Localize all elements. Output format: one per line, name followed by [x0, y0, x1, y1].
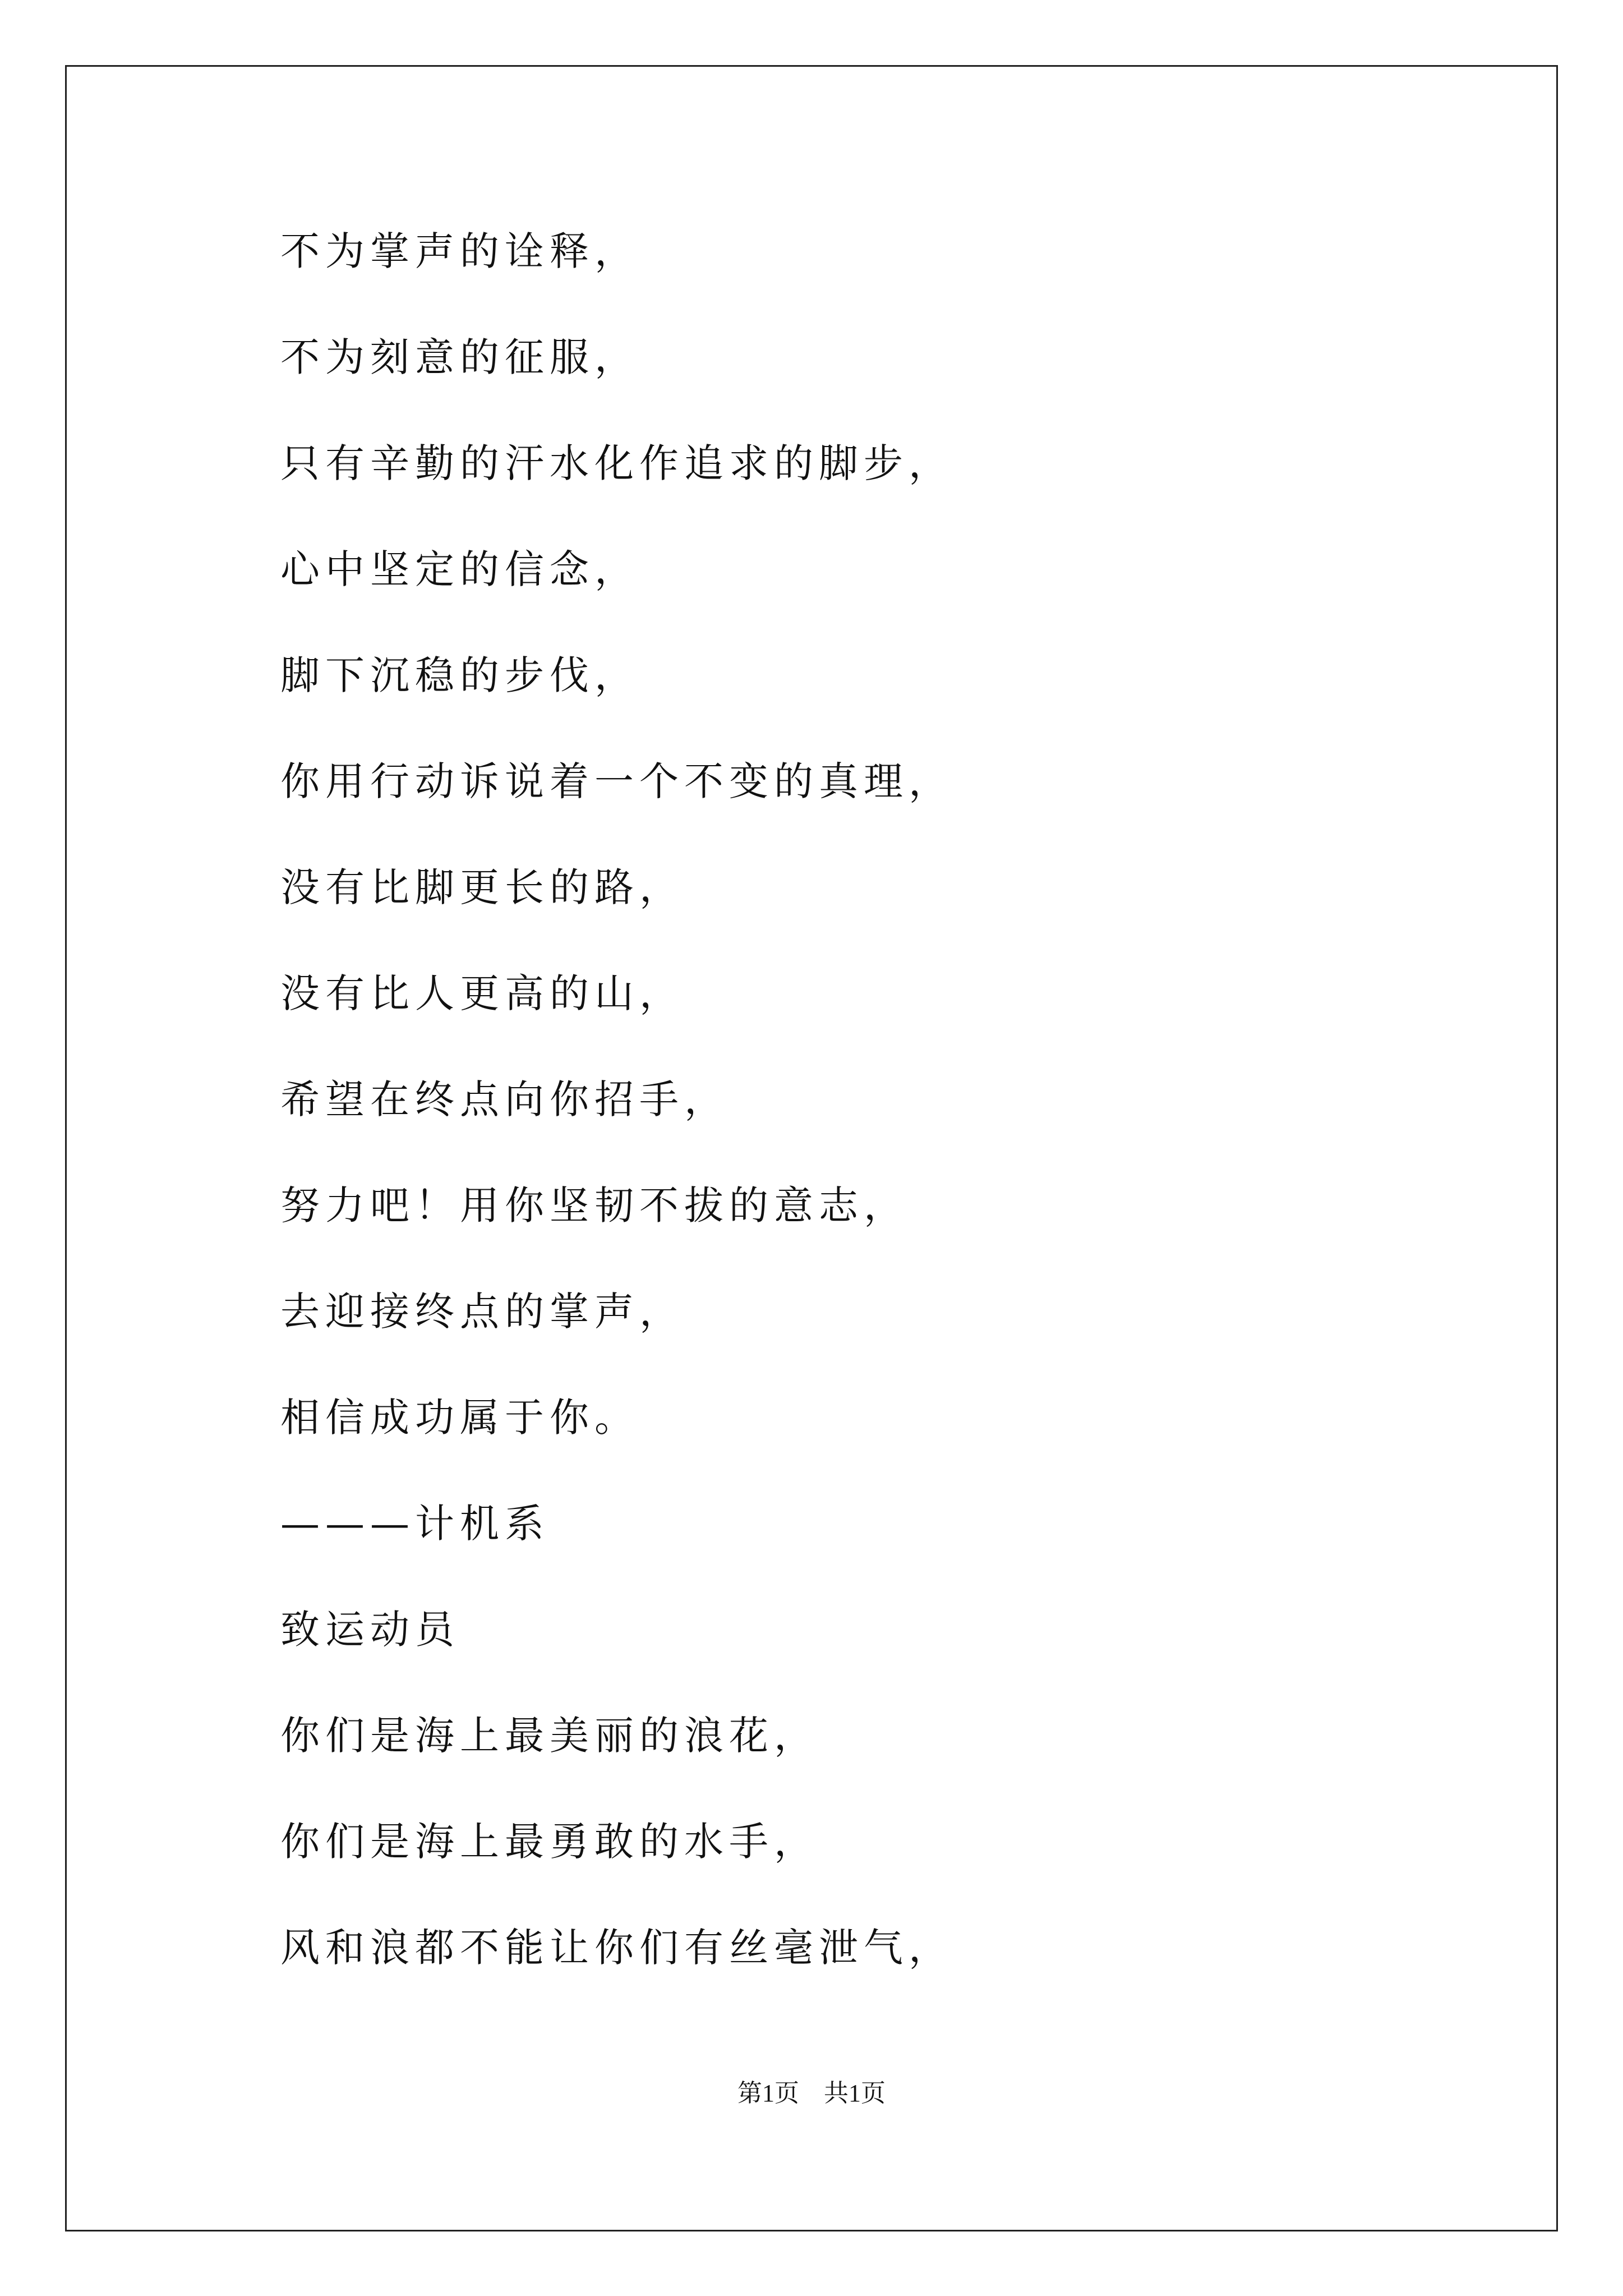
text-line: 你用行动诉说着一个不变的真理， [280, 758, 953, 804]
text-line: 脚下沉稳的步伐， [280, 652, 639, 698]
text-line: 心中坚定的信念， [280, 546, 639, 592]
text-line: 去迎接终点的掌声， [280, 1289, 684, 1335]
text-line: 努力吧！用你坚韧不拔的意志， [280, 1182, 909, 1228]
text-line: 不为刻意的征服， [280, 334, 639, 380]
page-footer [0, 2077, 1623, 2110]
text-line: 你们是海上最美丽的浪花， [280, 1713, 819, 1759]
poem-body [280, 223, 953, 2026]
text-line: 相信成功属于你。 [280, 1395, 639, 1441]
section-heading: 致运动员 [280, 1607, 460, 1653]
text-line: 希望在终点向你招手， [280, 1076, 729, 1122]
text-line: 只有辛勤的汗水化作追求的脚步， [280, 440, 953, 486]
attribution-line: ———计机系 [280, 1501, 550, 1547]
page-total: 共1页 [824, 2079, 886, 2107]
text-line: 不为掌声的诠释， [280, 228, 639, 274]
page-number: 第1页 [737, 2079, 799, 2107]
text-line: 没有比人更高的山， [280, 970, 684, 1016]
text-line: 你们是海上最勇敢的水手， [280, 1819, 819, 1865]
text-line: 风和浪都不能让你们有丝毫泄气， [280, 1925, 953, 1971]
text-line: 没有比脚更长的路， [280, 864, 684, 910]
